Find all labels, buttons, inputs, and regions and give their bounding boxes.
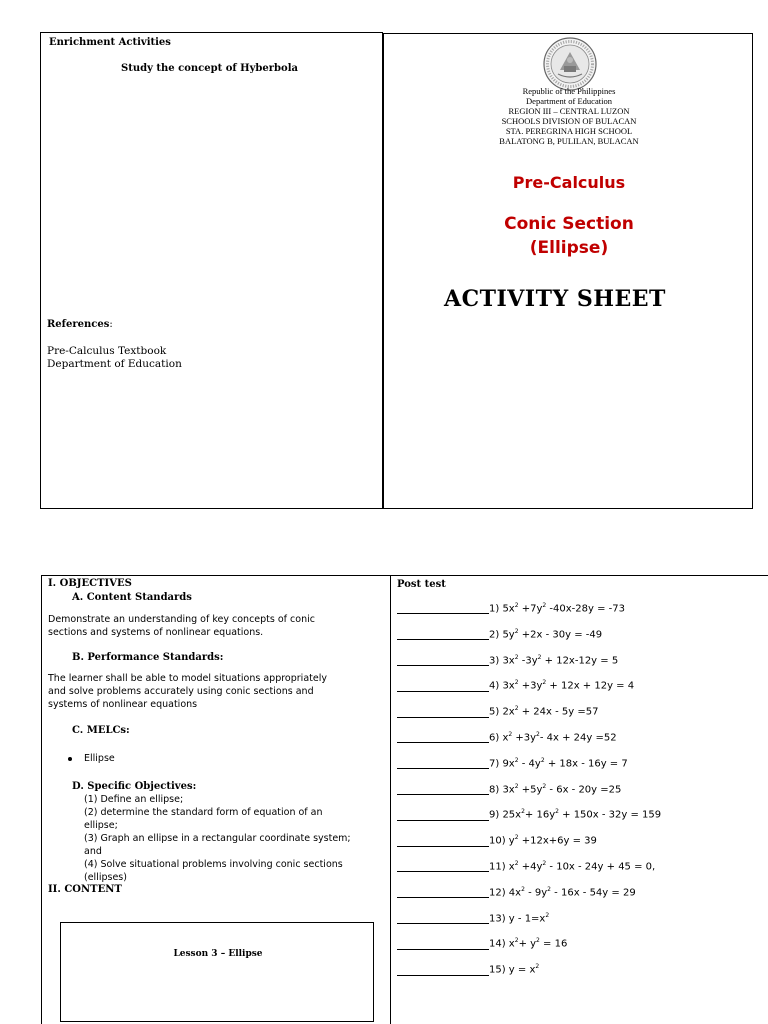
post-test-item <box>397 886 636 898</box>
question-part: + 24x - 5y =57 <box>518 706 599 718</box>
question-part: - 4x + 24y =52 <box>539 732 617 744</box>
references-heading <box>47 319 113 330</box>
subject-title: Pre-Calculus <box>512 173 626 192</box>
question-part: 12) 4x <box>489 887 522 899</box>
activity-sheet-title: ACTIVITY SHEET <box>444 286 666 312</box>
cover-right-panel <box>383 33 753 509</box>
post-test-panel <box>390 575 768 1024</box>
question-part: - 16x - 54y = 29 <box>551 887 636 899</box>
question-part: + 150x - 32y = 159 <box>558 809 662 821</box>
header-line-4: SCHOOLS DIVISION OF BULACAN <box>501 116 637 126</box>
question-part: 6) x <box>489 732 509 744</box>
question-text <box>489 679 634 691</box>
question-part: +12x+6y = 39 <box>518 835 597 847</box>
post-test-item <box>397 808 661 820</box>
question-part: 1) 5x <box>489 603 515 615</box>
exponent: 2 <box>535 963 540 971</box>
question-part: +5y <box>518 783 543 795</box>
exponent: 2 <box>555 808 559 816</box>
answer-blank[interactable] <box>397 656 489 666</box>
question-part: +3y <box>518 680 543 692</box>
performance-standards-line-3: systems of nonlinear equations <box>48 699 198 710</box>
deped-seal-icon <box>542 36 598 92</box>
post-test-item <box>397 937 567 949</box>
post-test-item <box>397 912 549 924</box>
post-test-item <box>397 834 597 846</box>
exponent: 2 <box>547 885 551 893</box>
question-part: - 4y <box>518 758 541 770</box>
question-part: -40x-28y = -73 <box>546 603 625 615</box>
question-part: 15) y = x <box>489 964 536 976</box>
question-part: +2x - 30y = -49 <box>518 629 603 641</box>
content-standards-line-2: sections and systems of nonlinear equations. <box>48 627 264 638</box>
header-line-1: Republic of the Philippines <box>522 86 616 96</box>
exponent: 2 <box>508 731 513 738</box>
post-test-item <box>397 705 598 717</box>
objectives-heading: I. OBJECTIVES <box>48 578 132 589</box>
exponent: 2 <box>514 860 519 867</box>
specific-objective-4b: (ellipses) <box>84 872 127 883</box>
specific-objective-3b: and <box>84 846 102 857</box>
post-test-item <box>397 963 539 975</box>
exponent: 2 <box>536 937 540 945</box>
question-text <box>489 654 618 666</box>
melcs-title: C. MELCs: <box>72 725 130 736</box>
exponent: 2 <box>542 602 547 609</box>
post-test-title: Post test <box>397 579 446 590</box>
exponent: 2 <box>514 653 519 661</box>
lesson-title: Lesson 3 – Ellipse <box>173 949 263 959</box>
exponent: 2 <box>514 705 519 713</box>
cover-left-panel <box>40 32 383 509</box>
question-text <box>489 886 636 898</box>
question-text <box>489 860 655 872</box>
answer-blank[interactable] <box>397 708 489 718</box>
answer-blank[interactable] <box>397 862 489 872</box>
bullet-icon <box>68 757 72 761</box>
question-text <box>489 834 597 846</box>
enrichment-task: Study the concept of Hyberbola <box>121 63 298 74</box>
topic-line-2: (Ellipse) <box>529 238 609 258</box>
post-test-item <box>397 783 621 795</box>
question-part: + y <box>518 938 537 950</box>
answer-blank[interactable] <box>397 682 489 692</box>
exponent: 2 <box>521 885 525 893</box>
post-test-item <box>397 757 628 769</box>
question-part: - 10x - 24y + 45 = 0, <box>546 861 656 873</box>
question-part: 2) 5y <box>489 629 515 641</box>
post-test-item <box>397 731 617 743</box>
question-part: 9) 25x <box>489 809 522 821</box>
question-part: -3y <box>518 654 538 666</box>
specific-objective-2: (2) determine the standard form of equation of an <box>84 807 323 818</box>
question-part: + 18x - 16y = 7 <box>544 758 628 770</box>
question-part: = 16 <box>539 938 568 950</box>
question-part: 11) x <box>489 861 515 873</box>
header-line-6: BALATONG B, PULILAN, BULACAN <box>499 136 639 146</box>
answer-blank[interactable] <box>397 966 489 976</box>
school-header <box>384 86 754 146</box>
header-line-3: REGION III – CENTRAL LUZON <box>508 106 630 116</box>
specific-objective-3: (3) Graph an ellipse in a rectangular coordinate system; <box>84 833 351 844</box>
reference-1: Pre-Calculus Textbook <box>47 345 167 357</box>
question-part: +3y <box>512 732 537 744</box>
answer-blank[interactable] <box>397 604 489 614</box>
exponent: 2 <box>514 679 519 687</box>
exponent: 2 <box>542 679 547 687</box>
performance-standards-line-1: The learner shall be able to model situations appropriately <box>48 673 327 684</box>
objectives-panel <box>41 575 391 1024</box>
specific-objective-2b: ellipse; <box>84 820 118 831</box>
exponent: 2 <box>521 808 525 816</box>
performance-standards-line-2: and solve problems accurately using conic sections and <box>48 686 314 697</box>
question-text <box>489 912 549 924</box>
references-label: References <box>47 319 110 330</box>
question-part: 10) y <box>489 835 515 847</box>
question-part: + 12x-12y = 5 <box>541 654 619 666</box>
question-text <box>489 705 598 717</box>
question-part: - 6x - 20y =25 <box>546 783 622 795</box>
exponent: 2 <box>542 782 547 790</box>
question-part: 3) 3x <box>489 654 515 666</box>
content-heading: II. CONTENT <box>48 884 122 895</box>
reference-2: Department of Education <box>47 358 182 370</box>
exponent: 2 <box>514 756 519 764</box>
exponent: 2 <box>537 653 542 661</box>
header-line-2: Department of Education <box>526 96 612 106</box>
question-text <box>489 963 539 975</box>
answer-blank[interactable] <box>397 837 489 847</box>
exponent: 2 <box>545 911 550 919</box>
question-text <box>489 937 567 949</box>
answer-blank[interactable] <box>397 811 489 821</box>
specific-objective-1: (1) Define an ellipse; <box>84 794 184 805</box>
question-part: 8) 3x <box>489 783 515 795</box>
post-test-item <box>397 628 602 640</box>
answer-blank[interactable] <box>397 888 489 898</box>
content-standards-line-1: Demonstrate an understanding of key concepts of conic <box>48 614 315 625</box>
exponent: 2 <box>540 756 545 764</box>
exponent: 2 <box>514 782 519 790</box>
question-text <box>489 783 621 795</box>
question-part: + 16y <box>524 809 556 821</box>
specific-objective-4: (4) Solve situational problems involving conic sections <box>84 859 343 870</box>
question-part: 4) 3x <box>489 680 515 692</box>
answer-blank[interactable] <box>397 785 489 795</box>
topic-line-1: Conic Section <box>504 214 634 234</box>
question-text <box>489 808 661 820</box>
question-part: 5) 2x <box>489 706 515 718</box>
answer-blank[interactable] <box>397 914 489 924</box>
references-colon: : <box>109 319 113 330</box>
answer-blank[interactable] <box>397 630 489 640</box>
exponent: 2 <box>514 602 519 609</box>
question-part: +4y <box>518 861 543 873</box>
post-test-item <box>397 860 655 872</box>
exponent: 2 <box>514 834 519 842</box>
post-test-item <box>397 679 634 691</box>
question-part: - 9y <box>524 887 548 899</box>
specific-objectives-title: D. Specific Objectives: <box>72 781 197 792</box>
answer-blank[interactable] <box>397 940 489 950</box>
question-text <box>489 628 602 640</box>
question-part: 13) y - 1=x <box>489 912 546 924</box>
question-text <box>489 731 617 743</box>
header-line-5: STA. PEREGRINA HIGH SCHOOL <box>505 126 633 136</box>
question-text <box>489 602 625 614</box>
performance-standards-title: B. Performance Standards: <box>72 652 224 663</box>
melc-item: Ellipse <box>84 753 115 764</box>
question-part: 14) x <box>489 938 515 950</box>
lesson-box <box>60 922 374 1022</box>
question-text <box>489 757 628 769</box>
answer-blank[interactable] <box>397 733 489 743</box>
exponent: 2 <box>542 860 547 867</box>
question-part: 7) 9x <box>489 758 515 770</box>
enrichment-heading: Enrichment Activities <box>49 37 171 48</box>
post-test-item <box>397 602 625 614</box>
exponent: 2 <box>536 731 540 738</box>
exponent: 2 <box>514 627 519 635</box>
post-test-item <box>397 654 618 666</box>
content-standards-title: A. Content Standards <box>72 592 192 603</box>
exponent: 2 <box>514 937 519 945</box>
question-part: +7y <box>518 603 543 615</box>
answer-blank[interactable] <box>397 759 489 769</box>
question-part: + 12x + 12y = 4 <box>546 680 635 692</box>
